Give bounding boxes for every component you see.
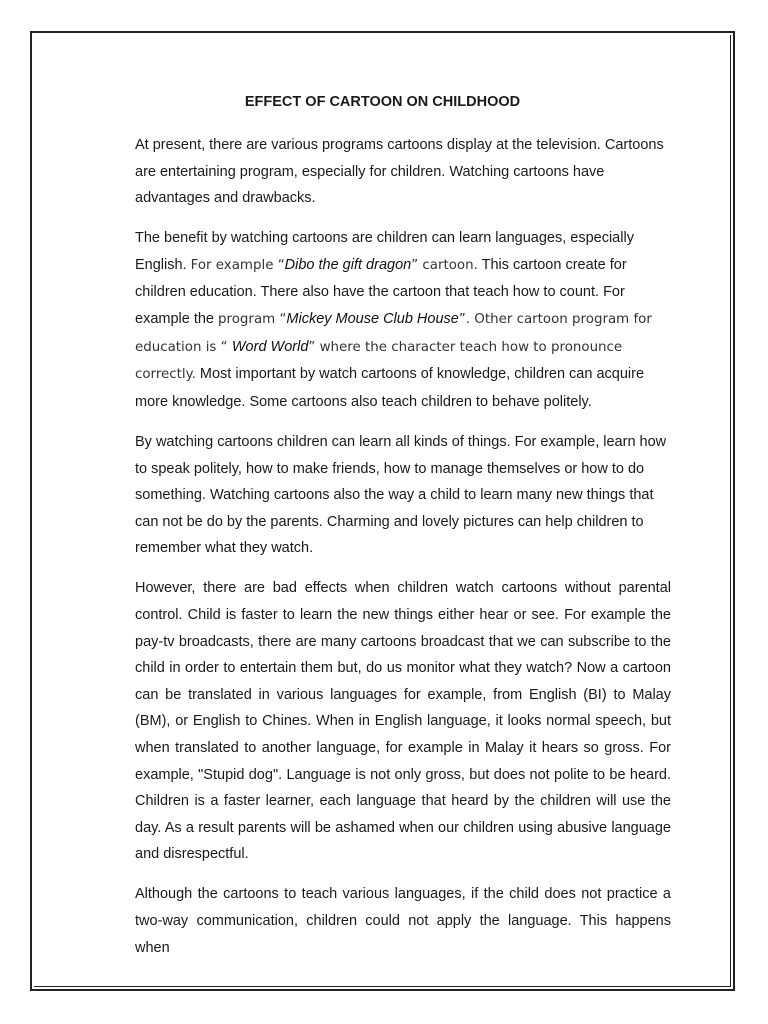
cartoon-title: Dibo the gift dragon [284, 256, 412, 273]
text-run: ” cartoon. [411, 257, 478, 273]
paragraph-bad-effects: However, there are bad effects when children watch cartoons without parental control. Child is faster to learn the new things either hear or see. For example the pay-tv broadcasts, there are many cartoons broadcast that we can subscribe to the child in order to entertain them but, do us monitor what they watch? Now a cartoon can be translated in various languages for example, from English (BI) to Malay (BM), or English to Chines. When in English language, it looks normal speech, but when translated to another language, for example in Malay it hears so gross. For example, "Stupid dog". Language is not only gross, but does not polite to be heard. Children is a faster learner, each language that heard by the children will use the day. As a result parents will be ashamed when our children using abusive language and disrespectful. [135, 580, 671, 863]
paragraph-intro: At present, there are various programs cartoons display at the television. Cartoons are entertaining program, especially for children. Watching cartoons have advantages and drawbacks. [135, 137, 664, 207]
cartoon-title: Mickey Mouse Club House [286, 311, 459, 328]
document-page [30, 31, 735, 991]
document-body [91, 132, 671, 956]
text-run: ” where the character teach how to pronounce correctly. [135, 339, 623, 383]
text-run: program “ [218, 312, 287, 328]
paragraph-benefits [91, 225, 671, 415]
cartoon-title: Word World [231, 338, 309, 355]
text-run: ”. Other cartoon program for education is “ [135, 312, 652, 355]
text-run: Most important by watch cartoons of knowledge, children can acquire more knowledge. Some cartoons also teach children to behave politely. [135, 366, 645, 410]
text-run: For example “ [190, 257, 285, 273]
paragraph-communication: Although the cartoons to teach various languages, if the child does not practice a two-way communication, children could not apply the language. This happens when [135, 886, 671, 956]
paragraph-learning: By watching cartoons children can learn all kinds of things. For example, learn how to speak politely, how to make friends, how to manage themselves or how to do something. Watching cartoons also the way a child to learn many new things that can not be do by the parents. Charming and lovely pictures can help children to remember what they watch. [135, 433, 667, 557]
text-run: The benefit by watching cartoons are children can learn languages, especially English. [135, 230, 634, 273]
text-run: This cartoon create for children education. There also have the cartoon that teach how to count. For example the [135, 256, 627, 328]
document-title: EFFECT OF CARTOON ON CHILDHOOD [244, 94, 521, 110]
